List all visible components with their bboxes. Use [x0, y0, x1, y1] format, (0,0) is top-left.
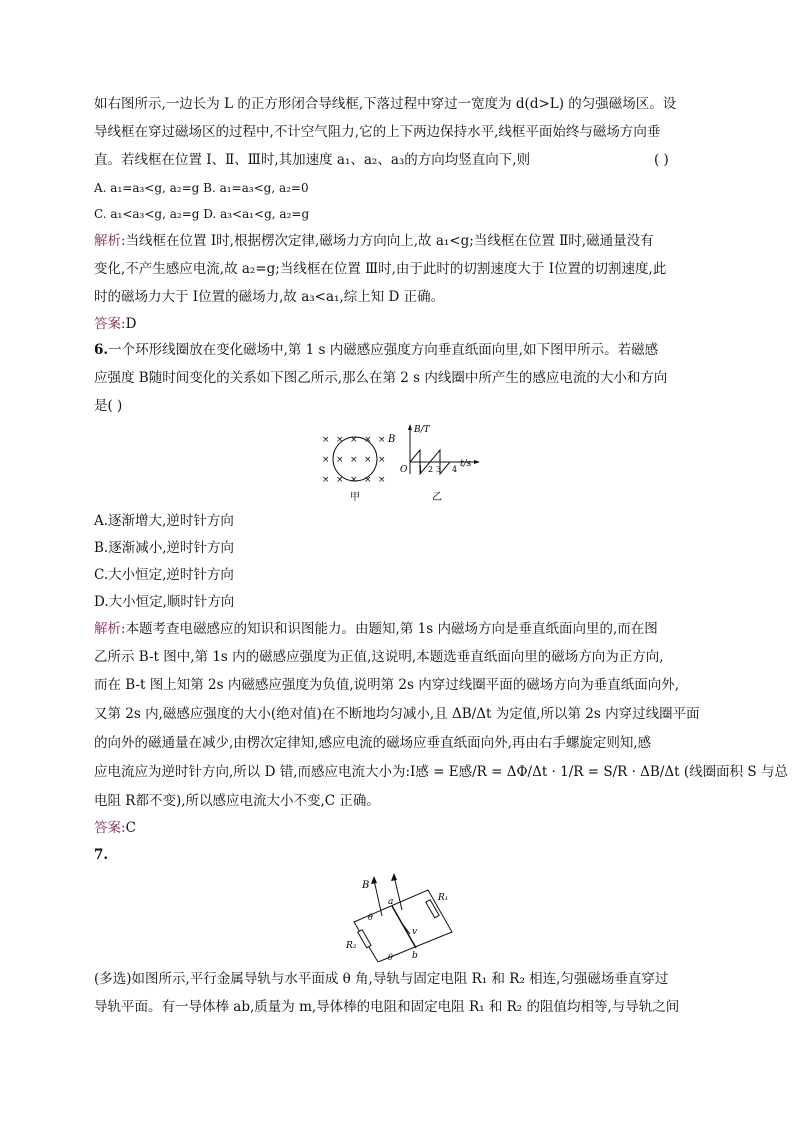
q5-answer-value: D [125, 316, 137, 332]
svg-text:×: × [378, 455, 386, 465]
tick-4: 4 [452, 465, 458, 474]
fig-jia-caption: 甲 [350, 492, 360, 503]
svg-text:×: × [350, 455, 358, 465]
q6-option-a: A.逐渐增大,逆时针方向 [94, 513, 234, 529]
svg-text:×: × [378, 475, 386, 485]
q6-figure-yi [398, 422, 488, 504]
q6-answer-value: C [125, 820, 136, 836]
axis-label-ts: t/s [460, 459, 472, 469]
svg-text:×: × [350, 475, 358, 485]
q6-stem-line-2: 应强度 B随时间变化的关系如下图乙所示,那么在第 2 s 内线圈中所产生的感应电流的大小和方向 [94, 370, 668, 386]
tick-2: 2 [428, 465, 434, 474]
q6-stem-line-3: 是( ) [94, 398, 123, 414]
field-arrow-1 [374, 880, 382, 916]
q5-analysis-line-1 [94, 232, 654, 250]
fig7-b-end-label: b [412, 951, 418, 961]
svg-text:×: × [364, 475, 372, 485]
fig7-theta-1: θ [368, 913, 373, 922]
tick-origin: O [400, 465, 408, 475]
q5-stem-line-1: 如右图所示,一边长为 L 的正方形闭合导线框,下落过程中穿过一宽度为 d(d>L) 的匀强磁场区。设 [94, 96, 677, 112]
q6-figure-jia [318, 428, 406, 504]
resistor-r2 [358, 930, 371, 948]
q6-number: 6. [94, 342, 109, 358]
field-arrow-2 [394, 876, 402, 910]
q6-stem-text-1: 一个环形线圈放在变化磁场中,第 1 s 内磁感应强度方向垂直纸面向里,如下图甲所示。若磁感 [108, 342, 659, 358]
q7-number: 7. [94, 847, 109, 863]
q6-stem-line-1 [94, 341, 658, 359]
y-axis-arrow [408, 424, 412, 430]
q6-analysis-line-5: 的向外的磁通量在减少,由楞次定律知,感应电流的磁场应垂直纸面向外,再由右手螺旋定则知,感 [94, 735, 652, 751]
q5-analysis-text-1: 当线框在位置 Ⅰ时,根据楞次定律,磁场力方向向上,故 a₁<g;当线框在位置 Ⅱ时,磁通量没有 [125, 233, 654, 249]
q5-options-ab: A. a₁=a₃<g, a₂=g B. a₁=a₃<g, a₂=0 [94, 181, 309, 195]
q6-analysis-line-3: 而在 B-t 图上知第 2s 内磁感应强度为负值,说明第 2s 内穿过线圈平面的磁场方向为垂直纸面向外, [94, 677, 680, 693]
q5-analysis-label: 解析: [94, 233, 126, 249]
svg-text:×: × [322, 435, 330, 445]
magnetic-field-crosses [322, 435, 386, 485]
fig-yi-caption: 乙 [432, 492, 442, 503]
q6-option-d: D.大小恒定,顺时针方向 [94, 594, 235, 610]
q5-answer-label: 答案: [94, 316, 126, 332]
fig7-v-label: v [412, 927, 418, 937]
axis-label-bt: B/T [414, 425, 430, 435]
field-arrow-2-head [391, 873, 397, 881]
q7-number-line [94, 846, 108, 864]
tick-1: 1 [418, 465, 424, 474]
q5-stem-line-3: 直。若线框在位置 Ⅰ、Ⅱ、Ⅲ时,其加速度 a₁、a₂、a₃的方向均竖直向下,则 [94, 152, 531, 168]
q5-options-cd: C. a₁<a₃<g, a₂=g D. a₃<a₁<g, a₂=g [94, 207, 310, 221]
field-arrow-1-head [371, 876, 377, 884]
fig7-r2-label: R₂ [346, 941, 357, 951]
fig7-b-label: B [362, 880, 370, 891]
q6-analysis-line-1 [94, 620, 658, 638]
q6-analysis-line-7: 电阻 R都不变),所以感应电流大小不变,C 正确。 [94, 793, 380, 809]
tick-3: 3 [436, 465, 442, 474]
q6-answer-label: 答案: [94, 820, 126, 836]
fig7-a-label: a [388, 897, 394, 907]
q7-stem-line-1: (多选)如图所示,平行金属导轨与水平面成 θ 角,导轨与固定电阻 R₁ 和 R₂ 相连,匀强磁场垂直穿过 [94, 971, 669, 987]
q5-analysis-line-2: 变化,不产生感应电流,故 a₂=g;当线框在位置 Ⅲ时,由于此时的切割速度大于 Ⅰ位置的切割速度,此 [94, 261, 667, 277]
svg-text:×: × [322, 455, 330, 465]
svg-text:×: × [364, 435, 372, 445]
svg-text:×: × [336, 455, 344, 465]
q6-analysis-line-2: 乙所示 B-t 图中,第 1s 内的磁感应强度为正值,这说明,本题选垂直纸面向里的磁场方向为正方向, [94, 649, 664, 665]
svg-text:×: × [378, 435, 386, 445]
svg-text:×: × [336, 475, 344, 485]
q6-analysis-line-4: 又第 2s 内,磁感应强度的大小(绝对值)在不断地均匀减小,且 ΔB/Δt 为定值,所以第 2s 内穿过线圈平面 [94, 706, 700, 722]
svg-text:×: × [336, 435, 344, 445]
svg-text:×: × [322, 475, 330, 485]
q6-option-c: C.大小恒定,逆时针方向 [94, 567, 234, 583]
q5-answer-line [94, 315, 136, 333]
svg-text:×: × [364, 455, 372, 465]
q7-stem-line-2: 导轨平面。有一导体棒 ab,质量为 m,导体棒的电阻和固定电阻 R₁ 和 R₂ 的阻值均相等,与导轨之间 [94, 999, 680, 1015]
q6-analysis-text-1: 本题考查电磁感应的知识和识图能力。由题知,第 1s 内磁场方向是垂直纸面向里的,而在图 [125, 621, 658, 637]
fig7-theta-2: θ [388, 953, 393, 962]
q6-analysis-line-6: 应电流应为逆时针方向,所以 D 错,而感应电流大小为:I感 = E感/R = ΔΦ/Δt · 1/R = S/R · ΔB/Δt (线圈面积 S 与总 [94, 764, 788, 780]
x-axis-arrow [474, 460, 480, 464]
q5-stem-line-2: 导线框在穿过磁场区的过程中,不计空气阻力,它的上下两边保持水平,线框平面始终与磁场方向垂 [94, 124, 661, 140]
q6-option-b: B.逐渐减小,逆时针方向 [94, 540, 235, 556]
q6-answer-line [94, 819, 136, 837]
q5-answer-paren: ( ) [654, 152, 669, 168]
q6-analysis-label: 解析: [94, 621, 126, 637]
svg-text:×: × [350, 435, 358, 445]
q7-figure-rails [342, 872, 460, 962]
q5-analysis-line-3: 时的磁场力大于 Ⅰ位置的磁场力,故 a₃<a₁,综上知 D 正确。 [94, 289, 445, 305]
fig-jia-b-label: B [388, 434, 396, 445]
fig7-r1-label: R₁ [438, 893, 449, 903]
